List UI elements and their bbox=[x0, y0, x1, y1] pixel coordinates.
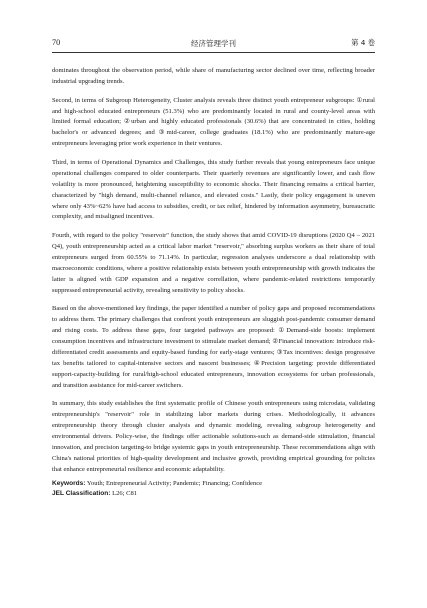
jel-value: L26; C81 bbox=[112, 490, 138, 498]
page-header bbox=[52, 36, 375, 53]
page-number: 70 bbox=[52, 38, 61, 47]
paragraph-summary: In summary, this study establishes the first systematic profile of Chinese youth entrepreneurs using microdata, validating entrepreneurship's "reservoir" role in stabilizing labor markets during crises. Methodologically, it advances entrepreneurship theory through cluster analysis and dynamic modeling, revealing subgroup heterogeneity and environmental drivers. Policy-wise, the findings offer actionable solutions-such as demand-side stimulation, financial innovation, and precision targeting-to bridge systemic gaps in youth entrepreneurship. These recommendations align with China's national priorities of high-quality development and inclusive growth, providing empirical grounding for policies that enhance entrepreneurial resilience and economic adaptability. bbox=[52, 400, 375, 473]
volume-label: 第 4 卷 bbox=[351, 38, 375, 47]
paragraph-subgroup-heterogeneity: Second, in terms of Subgroup Heterogeneity, Cluster analysis reveals three distinct youth entrepreneur subgroups: ①rural and high-school educated entrepreneurs (51.3%) who are predominantly located in rural and county-level areas with limited formal education; ②urban and highly educated professionals (30.6%) that are concentrated in cities, holding bachelor's or advanced degrees; and ③mid-career, college graduates (18.1%) who are predominantly mature-age entrepreneurs leveraging prior work experience in their ventures. bbox=[52, 96, 375, 148]
article-body bbox=[52, 66, 375, 500]
keywords-line bbox=[52, 479, 375, 490]
journal-title: 经济管理学刊 bbox=[191, 39, 236, 48]
keywords-value: Youth; Entrepreneurial Activity; Pandemic; Financing; Confidence bbox=[86, 479, 263, 487]
keywords-label: Keywords: bbox=[52, 479, 86, 487]
jel-line bbox=[52, 489, 375, 500]
jel-label: JEL Classification: bbox=[52, 490, 111, 498]
paragraph-policy-recommendations: Based on the above-mentioned key findings, the paper identified a number of policy gaps and proposed recommendations to address them. The primary challenges that confront youth entrepreneurs are sluggish post-pandemic consumer demand and rising costs. To address these gaps, four targeted pathways are proposed: ①Demand-side boosts: implement consumption incentives and infrastructure investment to stimulate market demand; ②Financial innovation: introduce risk-differentiated credit assessments and equity-based funding for early-stage ventures; ③Tax incentives: design progressive tax benefits tailored to capital-intensive sectors and nascent businesses; ④Precision targeting: provide differentiated support-capacity-building for rural/high-school educated entrepreneurs, innovation ecosystems for urban professionals, and transition assistance for mid-career switchers. bbox=[52, 305, 375, 389]
paragraph-operational-dynamics: Third, in terms of Operational Dynamics and Challenges, this study further reveals that young entrepreneurs face unique operational challenges compared to older counterparts. Their quarterly revenues are significantly lower, and cash flow volatility is more pronounced, heightening susceptibility to economic shocks. Their financing remains a critical barrier, characterized by "high demand, multi-channel reliance, and elevated costs." Lastly, their policy engagement is uneven where only 43%~62% have had access to subsidies, credit, or tax relief, hindered by information asymmetry, bureaucratic complexity, and misaligned incentives. bbox=[52, 158, 375, 221]
paragraph-reservoir-function: Fourth, with regard to the policy "reservoir" function, the study shows that amid COVID-19 disruptions (2020 Q4 – 2021 Q4), youth entrepreneurship acted as a critical labor market "reservoir," absorbing surplus workers as their share of total entrepreneurs surged from 60.55% to 71.14%. In particular, regression analyses underscore a dual relationship with macroeconomic conditions, where a positive relationship exists between youth entrepreneurship with growth indicates the latter is aligned with GDP expansion and a negative correllation, where pandemic-related restrictions temporarily suppressed entrepreneurial activity, revealing sensitivity to policy shocks. bbox=[52, 232, 375, 294]
paragraph-industry-structure: dominates throughout the observation period, while share of manufacturing sector declined over time, reflecting broader industrial upgrading trends. bbox=[52, 67, 375, 85]
